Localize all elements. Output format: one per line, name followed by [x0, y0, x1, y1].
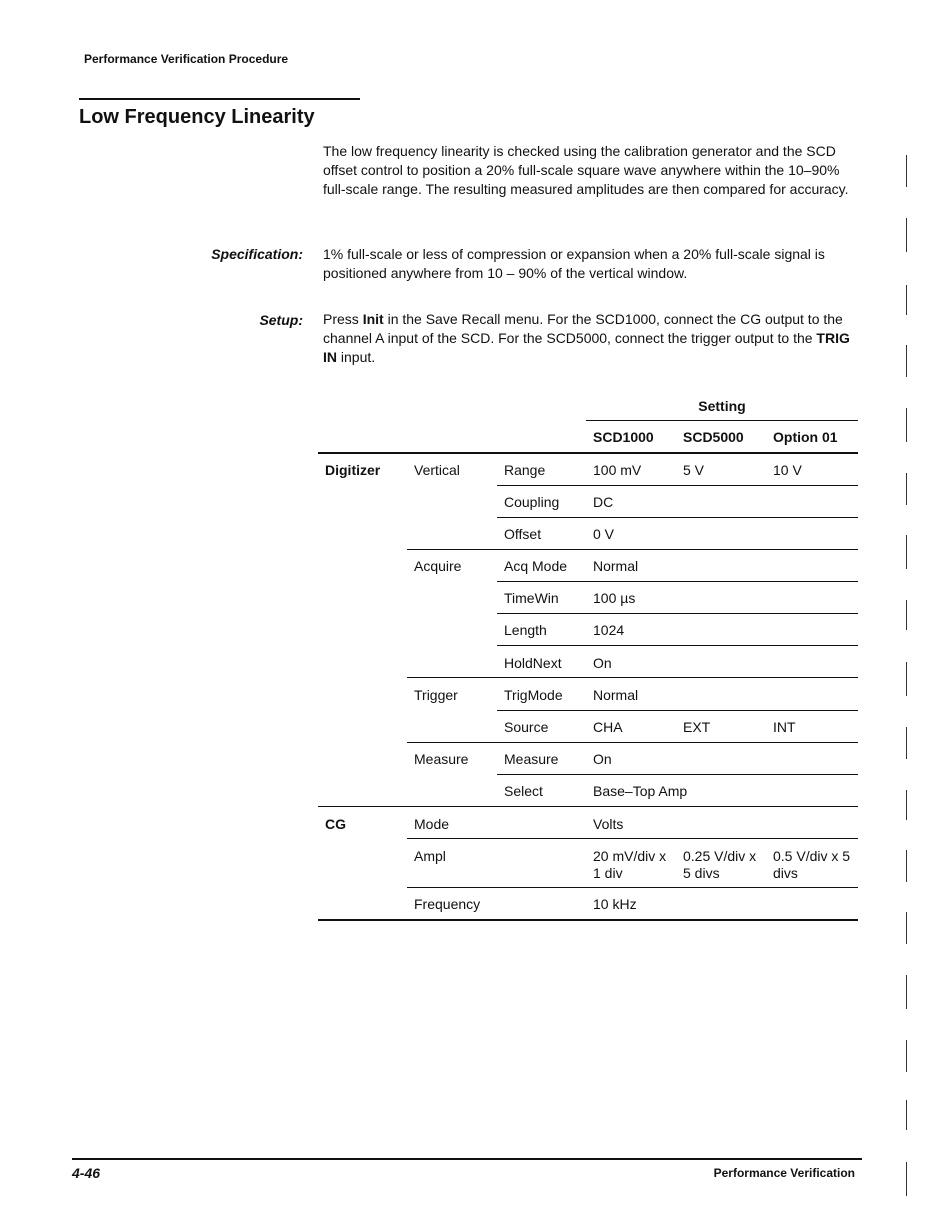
param-measure: Measure	[504, 751, 559, 767]
setting-header: Setting	[698, 398, 746, 414]
rule-after-vertical	[407, 549, 858, 550]
setup-text-part3: input.	[337, 349, 376, 365]
rule-after-trigmode	[497, 710, 858, 711]
rule-after-trigger	[407, 742, 858, 743]
intro-paragraph: The low frequency linearity is checked using the calibration generator and the SCD offset control to position a 20% full-scale square wave anywhere within the 10–90% full-scale range. The resulting measured amplitudes are then compared for accuracy.	[323, 143, 849, 197]
margin-mark	[906, 850, 907, 882]
margin-mark	[906, 218, 907, 252]
param-timewin: TimeWin	[504, 590, 559, 606]
margin-mark	[906, 345, 907, 377]
rule-after-timewin	[497, 613, 858, 614]
rule-after-mode	[407, 838, 858, 839]
rule-after-range	[497, 485, 858, 486]
source-option01: INT	[773, 719, 796, 735]
offset-value: 0 V	[593, 526, 615, 542]
table-top-rule	[318, 452, 858, 454]
col-header-scd5000: SCD5000	[683, 429, 744, 445]
param-offset: Offset	[504, 526, 542, 542]
setup-text-part1: Press	[323, 311, 363, 327]
param-mode: Mode	[414, 816, 450, 832]
acq-mode-value: Normal	[593, 558, 639, 574]
title-rule	[79, 98, 360, 100]
frequency-value: 10 kHz	[593, 896, 637, 912]
table-bottom-rule	[318, 919, 858, 921]
rule-after-length	[497, 645, 858, 646]
rule-after-coupling	[497, 517, 858, 518]
trigmode-value: Normal	[593, 687, 639, 703]
range-option01: 10 V	[773, 462, 802, 478]
ampl-scd1000: 20 mV/div x 1 div	[593, 848, 667, 881]
page-number: 4-46	[72, 1165, 101, 1181]
rule-after-acq-mode	[497, 581, 858, 582]
setup-keyword-init: Init	[362, 311, 384, 327]
param-coupling: Coupling	[504, 494, 560, 510]
margin-mark	[906, 155, 907, 187]
timewin-value: 100 µs	[593, 590, 636, 606]
running-head: Performance Verification Procedure	[84, 52, 289, 66]
margin-mark	[906, 1100, 907, 1130]
setup-keyword-trig-in: TRIG IN	[323, 330, 850, 365]
margin-mark	[906, 727, 907, 759]
rule-after-measure	[497, 774, 858, 775]
holdnext-value: On	[593, 655, 612, 671]
source-scd1000: CHA	[593, 719, 623, 735]
specification-label: Specification:	[211, 246, 303, 262]
setup-text-part2: in the Save Recall menu. For the SCD1000, connect the CG output to the channel A input of the SCD. For the SCD5000, connect the trigger output to the	[323, 311, 843, 346]
subgroup-trigger: Trigger	[414, 687, 458, 703]
margin-mark	[906, 975, 907, 1009]
margin-mark	[906, 790, 907, 820]
param-ampl: Ampl	[414, 848, 446, 864]
margin-mark	[906, 473, 907, 505]
margin-mark	[906, 535, 907, 569]
margin-mark	[906, 912, 907, 944]
setup-label: Setup:	[259, 312, 303, 328]
param-trigmode: TrigMode	[504, 687, 563, 703]
range-scd1000: 100 mV	[593, 462, 642, 478]
range-scd5000: 5 V	[683, 462, 705, 478]
margin-mark	[906, 1162, 907, 1196]
measure-value: On	[593, 751, 612, 767]
param-frequency: Frequency	[414, 896, 481, 912]
setting-underline	[586, 420, 858, 421]
length-value: 1024	[593, 622, 625, 638]
specification-text: 1% full-scale or less of compression or expansion when a 20% full-scale signal is positioned anywhere from 10 – 90% of the vertical window.	[323, 246, 825, 281]
footer-section-name: Performance Verification	[713, 1166, 855, 1180]
margin-mark	[906, 285, 907, 315]
col-header-option01: Option 01	[773, 429, 838, 445]
subgroup-vertical: Vertical	[414, 462, 460, 478]
setup-text	[323, 310, 863, 367]
param-holdnext: HoldNext	[504, 655, 562, 671]
rule-after-acquire	[407, 677, 858, 678]
coupling-value: DC	[593, 494, 614, 510]
param-length: Length	[504, 622, 547, 638]
rule-after-digitizer	[318, 806, 858, 807]
select-value: Base–Top Amp	[593, 783, 688, 799]
source-scd5000: EXT	[683, 719, 711, 735]
rule-after-ampl	[407, 887, 858, 888]
margin-mark	[906, 600, 907, 630]
subgroup-acquire: Acquire	[414, 558, 462, 574]
section-title: Low Frequency Linearity	[79, 106, 315, 128]
subgroup-measure: Measure	[414, 751, 469, 767]
param-select: Select	[504, 783, 543, 799]
param-acq-mode: Acq Mode	[504, 558, 568, 574]
param-source: Source	[504, 719, 549, 735]
margin-mark	[906, 662, 907, 696]
footer-rule	[72, 1158, 862, 1160]
margin-mark	[906, 408, 907, 442]
group-cg: CG	[325, 816, 346, 832]
ampl-option01: 0.5 V/div x 5 divs	[773, 848, 851, 881]
group-digitizer: Digitizer	[325, 462, 381, 478]
col-header-scd1000: SCD1000	[593, 429, 654, 445]
param-range: Range	[504, 462, 546, 478]
margin-mark	[906, 1040, 907, 1072]
mode-value: Volts	[593, 816, 624, 832]
ampl-scd5000: 0.25 V/div x 5 divs	[683, 848, 757, 881]
